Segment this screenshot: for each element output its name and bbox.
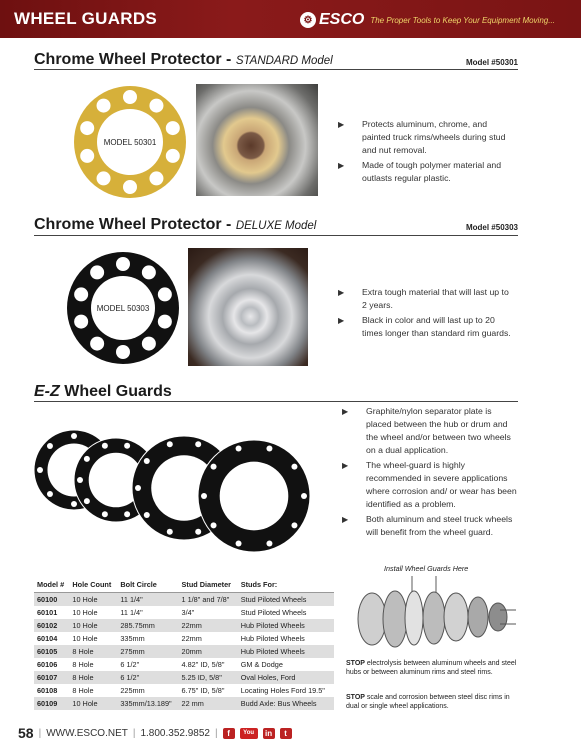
- table-cell: 1 1/8" and 7/8": [179, 593, 238, 607]
- table-cell: 10 Hole: [69, 619, 117, 632]
- table-cell: 11 1/4": [120, 608, 143, 617]
- section-title-deluxe: [34, 216, 316, 234]
- bolt-hole: [301, 493, 307, 499]
- table-cell: Stud Piloted Wheels: [240, 608, 307, 617]
- bolt-hole: [102, 511, 108, 517]
- table-cell: 335mm/13.189": [117, 697, 178, 710]
- divider: [34, 401, 518, 402]
- section-title-text: Chrome Wheel Protector -: [34, 216, 236, 233]
- bullet-text: Both aluminum and steel truck wheels will benefit from the wheel guard.: [366, 514, 513, 537]
- table-cell: 5.25 ID, 5/8": [179, 671, 238, 684]
- bolt-hole: [158, 287, 172, 301]
- table-cell: 22 mm: [179, 697, 238, 710]
- feature-bullet: [338, 159, 508, 185]
- facebook-icon[interactable]: f: [223, 728, 235, 739]
- feature-bullet: [338, 118, 508, 157]
- table-row: [34, 593, 334, 607]
- section-title-text: Chrome Wheel Protector -: [34, 51, 236, 68]
- bullet-text: Protects aluminum, chrome, and painted truck rims/wheels during stud and nut removal.: [362, 119, 506, 155]
- bullet-text: Graphite/nylon separator plate is placed between the hub or drum and the wheel and/or between two wheels on a dual application.: [366, 406, 511, 455]
- bolt-hole: [90, 337, 104, 351]
- model-number: Model #50303: [465, 223, 518, 232]
- table-cell: 8 Hole: [69, 645, 117, 658]
- bullet-text: The wheel-guard is highly recommended in severe applications where corrosion and/ or wear has been identified as a problem.: [366, 460, 517, 509]
- bolt-hole: [142, 265, 156, 279]
- note-text: scale and corrosion between steel disc rims in dual or single wheel applications.: [346, 694, 510, 710]
- bolt-hole: [77, 477, 83, 483]
- model-cell: 60105: [34, 645, 69, 658]
- table-cell: Hub Piloted Wheels: [238, 645, 334, 658]
- section-subtitle: STANDARD Model: [235, 55, 333, 67]
- bullet-arrow-icon: ▶: [342, 515, 349, 524]
- diagram-label: Install Wheel Guards Here: [384, 564, 469, 573]
- model-cell: 60100: [34, 593, 69, 607]
- bolt-hole: [149, 171, 163, 185]
- bolt-hole: [167, 529, 173, 535]
- table-row: [34, 697, 334, 710]
- column-header: Studs For:: [238, 576, 334, 593]
- bolt-hole: [116, 345, 130, 359]
- model-cell: 60107: [34, 671, 69, 684]
- note-electrolysis: [346, 659, 518, 677]
- divider: |: [38, 727, 42, 739]
- table-row: [34, 606, 334, 619]
- table-cell: 285.75mm: [117, 619, 178, 632]
- table-cell: 6.75" ID, 5/8": [181, 686, 225, 695]
- bolt-hole: [123, 90, 137, 104]
- bolt-hole: [47, 491, 53, 497]
- bolt-hole: [80, 149, 94, 163]
- table-cell: 4.82" ID, 5/8": [181, 660, 225, 669]
- section-title-ez: [34, 383, 172, 401]
- table-cell: Stud Piloted Wheels: [238, 593, 334, 607]
- table-cell: 10 Hole: [72, 608, 98, 617]
- ring-center: [220, 462, 289, 531]
- table-cell: 22mm: [181, 634, 202, 643]
- divider: |: [132, 727, 136, 739]
- table-cell: 335mm: [120, 634, 145, 643]
- table-cell: Locating Holes Ford 19.5": [240, 686, 325, 695]
- bolt-hole: [166, 149, 180, 163]
- model-number: Model #50301: [465, 58, 518, 67]
- bolt-hole: [266, 541, 272, 547]
- bolt-hole: [74, 315, 88, 329]
- bolt-hole: [236, 541, 242, 547]
- page-title: WHEEL GUARDS: [14, 9, 158, 28]
- esco-logo: [300, 11, 555, 29]
- bolt-hole: [97, 99, 111, 113]
- table-cell: 10 Hole: [69, 697, 117, 710]
- ez-features: [342, 405, 517, 541]
- table-cell: Hub Piloted Wheels: [238, 619, 334, 632]
- table-cell: 3/4": [181, 608, 195, 617]
- section-subtitle: DELUXE Model: [235, 220, 317, 232]
- page-number: 58: [18, 725, 34, 741]
- standard-install-photo: [196, 84, 318, 196]
- footer: [18, 725, 292, 741]
- bolt-hole: [144, 458, 150, 464]
- section-title-italic: E-Z: [34, 383, 60, 400]
- bolt-hole: [90, 265, 104, 279]
- website-link[interactable]: WWW.ESCO.NET: [46, 727, 128, 739]
- model-cell: 60109: [34, 697, 69, 710]
- table-cell: Oval Holes, Ford: [238, 671, 334, 684]
- table-cell: 22mm: [179, 619, 238, 632]
- bolt-hole: [211, 464, 217, 470]
- bullet-arrow-icon: ▶: [342, 407, 349, 416]
- bolt-hole: [116, 257, 130, 271]
- bolt-hole: [71, 501, 77, 507]
- gear-icon: ⚙: [300, 12, 316, 28]
- ez-wheel-guards-image: [34, 418, 326, 558]
- standard-features: [338, 118, 508, 187]
- bullet-text: Black in color and will last up to 20 times longer than standard rim guards.: [362, 315, 511, 338]
- note-bold: STOP: [346, 694, 365, 701]
- table-cell: 10 Hole: [69, 593, 117, 607]
- table-cell: 275mm: [117, 645, 178, 658]
- table-row: [34, 619, 334, 632]
- deluxe-features: [338, 286, 513, 342]
- bolt-hole: [142, 337, 156, 351]
- table-cell: 225mm: [120, 686, 145, 695]
- deluxe-install-photo: [188, 248, 308, 366]
- table-row: [34, 658, 334, 671]
- bolt-hole: [236, 445, 242, 451]
- feature-bullet: [342, 513, 517, 539]
- bullet-arrow-icon: ▶: [338, 161, 345, 170]
- bolt-hole: [74, 287, 88, 301]
- table-cell: Budd Axle: Bus Wheels: [238, 697, 334, 710]
- brand-name: ESCO: [319, 11, 365, 28]
- header-banner: [0, 0, 581, 38]
- phone-number: 1.800.352.9852: [140, 727, 210, 739]
- divider: [34, 235, 518, 236]
- model-cell: 60104: [37, 634, 58, 643]
- bolt-hole: [201, 493, 207, 499]
- deluxe-protector-image: [65, 250, 181, 366]
- bolt-hole: [149, 99, 163, 113]
- section-title-text: Wheel Guards: [59, 383, 172, 400]
- bolt-hole: [211, 522, 217, 528]
- bolt-hole: [80, 121, 94, 135]
- bullet-arrow-icon: ▶: [338, 120, 345, 129]
- bolt-hole: [135, 485, 141, 491]
- table-row: [34, 632, 334, 645]
- feature-bullet: [342, 405, 517, 457]
- spec-table: [34, 576, 334, 710]
- bullet-text: Extra tough material that will last up to 2 years.: [362, 287, 509, 310]
- table-cell: 11 1/4": [117, 593, 178, 607]
- model-cell: 60102: [34, 619, 69, 632]
- bolt-hole: [97, 171, 111, 185]
- divider: |: [214, 727, 218, 739]
- table-row: [34, 671, 334, 684]
- bolt-hole: [266, 445, 272, 451]
- bolt-hole: [124, 443, 130, 449]
- table-row: [34, 684, 334, 697]
- model-cell: 60108: [37, 686, 58, 695]
- linkedin-icon[interactable]: in: [263, 728, 275, 739]
- bolt-hole: [167, 441, 173, 447]
- column-header: Model #: [34, 576, 69, 593]
- hub-assembly-diagram: [350, 574, 520, 652]
- bolt-hole: [123, 180, 137, 194]
- tagline: The Proper Tools to Keep Your Equipment Moving...: [370, 15, 555, 25]
- bullet-text: Made of tough polymer material and outlasts regular plastic.: [362, 160, 502, 183]
- column-header: Hole Count: [69, 576, 117, 593]
- bolt-hole: [158, 315, 172, 329]
- bullet-arrow-icon: ▶: [342, 461, 349, 470]
- column-header: Stud Diameter: [179, 576, 238, 593]
- note-text: electrolysis between aluminum wheels and steel hubs or between aluminum rims and steel rims.: [346, 660, 517, 676]
- bolt-hole: [195, 441, 201, 447]
- youtube-icon[interactable]: You: [240, 728, 258, 739]
- bolt-hole: [47, 443, 53, 449]
- note-bold: STOP: [346, 660, 365, 667]
- table-row: [34, 645, 334, 658]
- table-cell: 6 1/2": [117, 671, 178, 684]
- table-header-row: [34, 576, 334, 593]
- standard-protector-image: [72, 84, 188, 200]
- bolt-hole: [71, 433, 77, 439]
- divider: [34, 69, 518, 70]
- bolt-hole: [102, 443, 108, 449]
- bolt-hole: [84, 498, 90, 504]
- feature-bullet: [338, 286, 513, 312]
- table-cell: 20mm: [179, 645, 238, 658]
- disc-label: MODEL 50301: [103, 138, 157, 147]
- table-cell: 8 Hole: [72, 686, 94, 695]
- model-cell: 60101: [37, 608, 58, 617]
- table-cell: 10 Hole: [72, 634, 98, 643]
- table-cell: GM & Dodge: [240, 660, 283, 669]
- table-cell: 8 Hole: [69, 671, 117, 684]
- bolt-hole: [84, 456, 90, 462]
- bolt-hole: [291, 522, 297, 528]
- column-header: Bolt Circle: [117, 576, 178, 593]
- twitter-icon[interactable]: t: [280, 728, 292, 739]
- feature-bullet: [342, 459, 517, 511]
- bolt-hole: [37, 467, 43, 473]
- bolt-hole: [144, 512, 150, 518]
- bolt-hole: [195, 529, 201, 535]
- section-title-standard: [34, 51, 333, 69]
- bolt-hole: [124, 511, 130, 517]
- table-cell: 6 1/2": [120, 660, 140, 669]
- bolt-hole: [291, 464, 297, 470]
- table-cell: Hub Piloted Wheels: [240, 634, 305, 643]
- table-cell: 8 Hole: [72, 660, 94, 669]
- feature-bullet: [338, 314, 513, 340]
- disc-label: MODEL 50303: [96, 304, 150, 313]
- note-corrosion: [346, 693, 518, 711]
- bolt-hole: [166, 121, 180, 135]
- bullet-arrow-icon: ▶: [338, 288, 345, 297]
- model-cell: 60106: [37, 660, 58, 669]
- bullet-arrow-icon: ▶: [338, 316, 345, 325]
